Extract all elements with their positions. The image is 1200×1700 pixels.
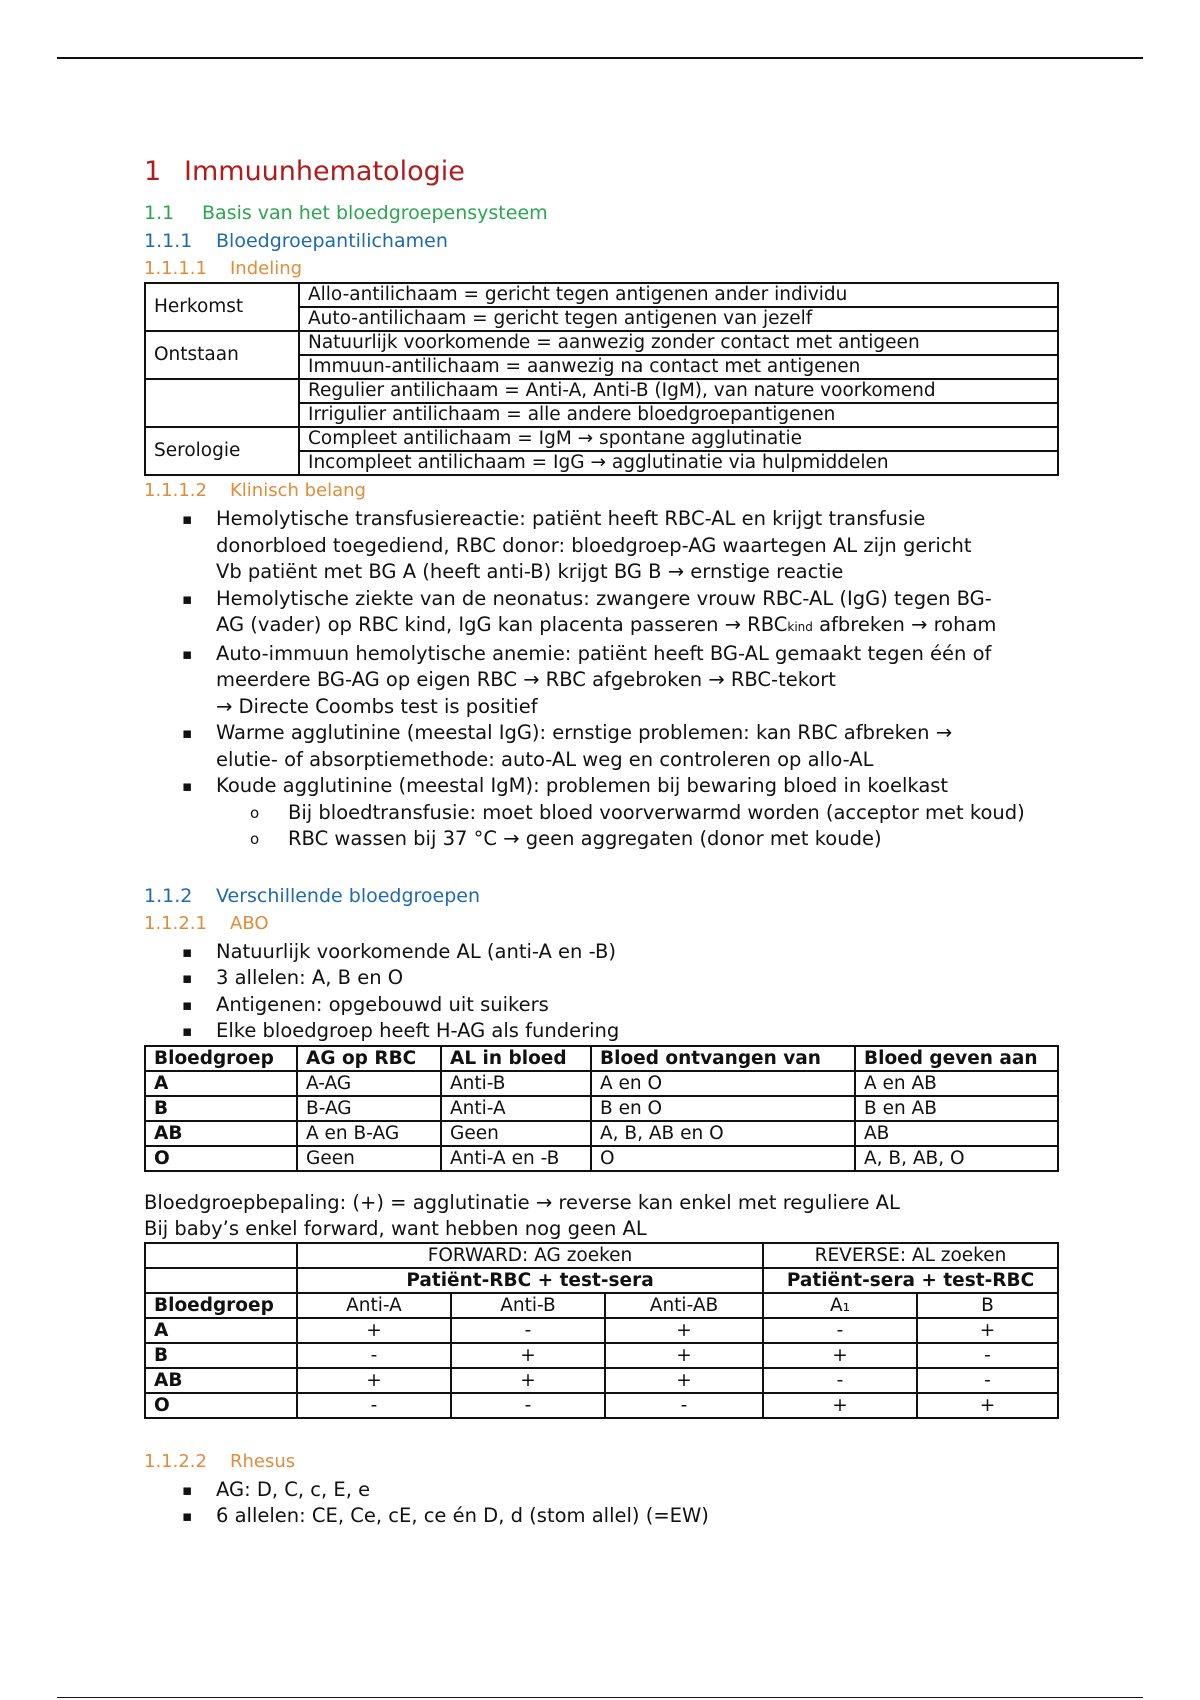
bepaling-text: Bloedgroepbepaling: (+) = agglutinatie → reverse kan enkel met reguliere AL Bij baby’s enkel forward, want hebben nog geen AL	[144, 1190, 900, 1240]
table-cell: B en AB	[855, 1096, 1058, 1121]
table-cell: Allo-antilichaam = gericht tegen antigenen ander individu	[299, 283, 1058, 307]
table-cell: A en AB	[855, 1071, 1058, 1096]
table-cell: A en B-AG	[297, 1121, 441, 1146]
heading-abo: 1.1.2.1 ABO	[144, 912, 269, 934]
header-rule	[57, 57, 1143, 59]
header-cell: AG op RBC	[297, 1046, 441, 1071]
table-cell: A₁	[763, 1293, 917, 1318]
list-item: ▪ 3 allelen: A, B en O	[144, 965, 1064, 992]
sub-list-item: o RBC wassen bij 37 °C → geen aggregaten (donor met koude)	[216, 826, 1064, 853]
document-body	[144, 150, 1064, 1530]
table-cell: A en O	[591, 1071, 855, 1096]
list-item: ▪ AG: D, C, c, E, e	[144, 1477, 1064, 1504]
indeling-table	[144, 282, 1059, 476]
list-item: ▪ Natuurlijk voorkomende AL (anti-A en -B)	[144, 939, 1064, 966]
table-cell: Auto-antilichaam = gericht tegen antigenen van jezelf	[299, 307, 1058, 331]
table-cell: -	[917, 1343, 1058, 1368]
table-row	[145, 379, 1058, 403]
table-cell: AB	[145, 1368, 297, 1393]
header-cell: Bloed geven aan	[855, 1046, 1058, 1071]
table-row	[145, 283, 1058, 307]
table-cell: Natuurlijk voorkomende = aanwezig zonder contact met antigeen	[299, 331, 1058, 355]
table-cell: +	[763, 1393, 917, 1418]
table-row	[145, 1368, 1058, 1393]
heading-basis: 1.1 Basis van het bloedgroepensysteem	[144, 202, 548, 224]
table-cell: AB	[855, 1121, 1058, 1146]
heading-indeling: 1.1.1.1 Indeling	[144, 258, 303, 279]
table-cell: O	[591, 1146, 855, 1171]
table-cell: Compleet antilichaam = IgM → spontane agglutinatie	[299, 427, 1058, 451]
heading-verschillende-bloedgroepen: 1.1.2 Verschillende bloedgroepen	[144, 884, 481, 907]
table-cell: Anti-A	[297, 1293, 451, 1318]
table-cell: Immuun-antilichaam = aanwezig na contact met antigenen	[299, 355, 1058, 379]
abo-table	[144, 1045, 1059, 1172]
list-item: ▪ Elke bloedgroep heeft H-AG als fundering	[144, 1018, 1064, 1045]
heading-rhesus: 1.1.2.2 Rhesus	[144, 1450, 296, 1472]
table-cell: Anti-AB	[605, 1293, 763, 1318]
table-cell: B	[145, 1343, 297, 1368]
table-cell: O	[145, 1393, 297, 1418]
table-header-row	[145, 1046, 1058, 1071]
list-item: ▪ Antigenen: opgebouwd uit suikers	[144, 992, 1064, 1019]
footer-rule	[57, 1697, 1143, 1698]
category-cell: Ontstaan	[145, 331, 299, 379]
category-cell: Herkomst	[145, 283, 299, 331]
table-cell: -	[763, 1318, 917, 1343]
rhesus-list	[144, 1477, 1064, 1530]
reverse-header: REVERSE: AL zoeken	[763, 1243, 1058, 1268]
table-cell: Bloedgroep	[145, 1293, 297, 1318]
table-cell: Anti-A	[441, 1096, 591, 1121]
table-cell: B	[917, 1293, 1058, 1318]
table-row	[145, 1343, 1058, 1368]
table-cell: Regulier antilichaam = Anti-A, Anti-B (IgM), van nature voorkomend	[299, 379, 1058, 403]
category-cell: Serologie	[145, 427, 299, 475]
table-cell: A-AG	[297, 1071, 441, 1096]
abo-list	[144, 939, 1064, 1045]
table-cell: +	[605, 1368, 763, 1393]
table-cell: +	[605, 1343, 763, 1368]
header-cell: AL in bloed	[441, 1046, 591, 1071]
reverse-subheader: Patiënt-sera + test-RBC	[763, 1268, 1058, 1293]
header-cell: Bloedgroep	[145, 1046, 297, 1071]
table-cell: A	[145, 1071, 297, 1096]
table-row	[145, 1318, 1058, 1343]
table-cell: -	[605, 1393, 763, 1418]
table-cell: AB	[145, 1121, 297, 1146]
table-cell: +	[451, 1368, 605, 1393]
table-cell: +	[763, 1343, 917, 1368]
table-cell: +	[451, 1343, 605, 1368]
sub-list-item: o Bij bloedtransfusie: moet bloed voorverwarmd worden (acceptor met koud)	[216, 800, 1064, 827]
heading-immuunhematologie: 1 Immuunhematologie	[144, 156, 465, 187]
table-row	[145, 1268, 1058, 1293]
sub-list	[216, 800, 1064, 853]
table-cell: Anti-B	[451, 1293, 605, 1318]
table-row	[145, 1071, 1058, 1096]
table-cell: A, B, AB, O	[855, 1146, 1058, 1171]
list-item: ▪ Warme agglutinine (meestal IgG): ernstige problemen: kan RBC afbreken → elutie- of absorptiemethode: auto-AL weg en controleren op allo-AL	[144, 720, 1064, 773]
header-cell: Bloed ontvangen van	[591, 1046, 855, 1071]
table-cell: +	[297, 1318, 451, 1343]
table-row	[145, 427, 1058, 451]
table-cell: -	[451, 1393, 605, 1418]
table-cell: +	[605, 1318, 763, 1343]
forward-header: FORWARD: AG zoeken	[297, 1243, 763, 1268]
table-cell: Geen	[441, 1121, 591, 1146]
table-cell	[145, 1268, 297, 1293]
table-cell: A, B, AB en O	[591, 1121, 855, 1146]
table-cell: +	[297, 1368, 451, 1393]
table-cell: -	[763, 1368, 917, 1393]
list-item: ▪ Hemolytische ziekte van de neonatus: zwangere vrouw RBC-AL (IgG) tegen BG- AG (vader) op RBC kind, IgG kan placenta passeren → RBCkind afbreken → roham	[144, 586, 1064, 641]
table-cell: -	[297, 1393, 451, 1418]
heading-bloedgroepantilichamen: 1.1.1 Bloedgroepantilichamen	[144, 230, 448, 252]
table-cell: Incompleet antilichaam = IgG → agglutinatie via hulpmiddelen	[299, 451, 1058, 475]
table-row	[145, 1146, 1058, 1171]
table-cell: -	[451, 1318, 605, 1343]
table-cell: -	[917, 1368, 1058, 1393]
list-item: ▪ Koude agglutinine (meestal IgM): problemen bij bewaring bloed in koelkast o Bij bloedtransfusie: moet bloed voorverwarmd worden (acceptor met koud) o RBC wassen bij 37 °C → geen aggregaten (donor met koude)	[144, 773, 1064, 853]
table-cell: -	[297, 1343, 451, 1368]
table-row	[145, 1096, 1058, 1121]
table-cell: Anti-B	[441, 1071, 591, 1096]
list-item: ▪ Auto-immuun hemolytische anemie: patiënt heeft BG-AL gemaakt tegen één of meerdere BG-AG op eigen RBC → RBC afgebroken → RBC-tekort → Directe Coombs test is positief	[144, 641, 1064, 721]
table-cell	[145, 1243, 297, 1268]
table-cell: B en O	[591, 1096, 855, 1121]
heading-klinisch-belang: 1.1.1.2 Klinisch belang	[144, 480, 366, 501]
table-row	[145, 1121, 1058, 1146]
bepaling-table	[144, 1242, 1059, 1419]
table-cell: O	[145, 1146, 297, 1171]
table-cell: Anti-A en -B	[441, 1146, 591, 1171]
forward-subheader: Patiënt-RBC + test-sera	[297, 1268, 763, 1293]
table-cell: A	[145, 1318, 297, 1343]
list-item: ▪ Hemolytische transfusiereactie: patiënt heeft RBC-AL en krijgt transfusie donorbloed toegediend, RBC donor: bloedgroep-AG waartegen AL zijn gericht Vb patiënt met BG A (heeft anti-B) krijgt BG B → ernstige reactie	[144, 506, 1064, 586]
table-cell: +	[917, 1393, 1058, 1418]
table-cell: +	[917, 1318, 1058, 1343]
table-row	[145, 331, 1058, 355]
table-cell: Geen	[297, 1146, 441, 1171]
list-item: ▪ 6 allelen: CE, Ce, cE, ce én D, d (stom allel) (=EW)	[144, 1503, 1064, 1530]
table-cell: B-AG	[297, 1096, 441, 1121]
table-row	[145, 1393, 1058, 1418]
table-cell: B	[145, 1096, 297, 1121]
klinisch-list	[144, 506, 1064, 853]
category-cell	[145, 379, 299, 427]
table-row	[145, 1243, 1058, 1268]
table-row	[145, 1293, 1058, 1318]
table-cell: Irrigulier antilichaam = alle andere bloedgroepantigenen	[299, 403, 1058, 427]
